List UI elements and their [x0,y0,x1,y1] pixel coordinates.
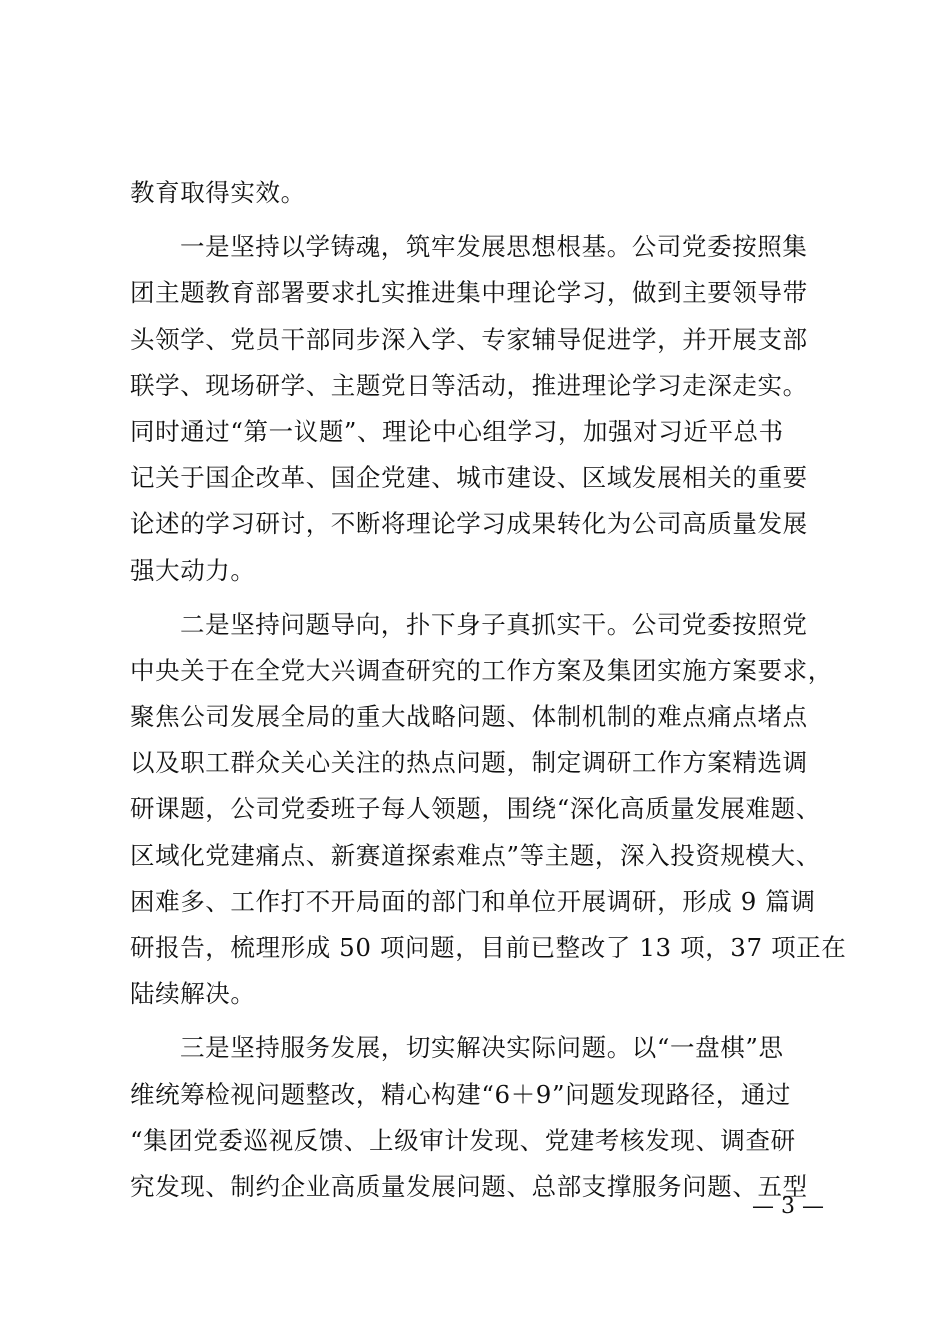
text-line: 中央关于在全党大兴调查研究的工作方案及集团实施方案要求， [130,655,833,685]
text-line: 究发现、制约企业高质量发展问题、总部支撑服务问题、五型 [130,1171,808,1201]
text-line: 头领学、党员干部同步深入学、专家辅导促进学，并开展支部 [130,324,808,354]
text-line: 聚焦公司发展全局的重大战略问题、体制机制的难点痛点堵点 [130,702,808,732]
paragraph [130,170,820,216]
text-line: 联学、现场研学、主题党日等活动，推进理论学习走深走实。 [130,370,808,400]
paragraph-gap [130,1017,820,1025]
text-line: 维统筹检视问题整改，精心构建“6＋9”问题发现路径，通过 [130,1079,792,1109]
body-text [130,170,847,1210]
text-line: 论述的学习研讨，不断将理论学习成果转化为公司高质量发展 [130,509,808,539]
paragraph [130,1025,820,1210]
text-line: 研报告，梳理形成 50 项问题，目前已整改了 13 项，37 项正在 [130,933,847,962]
text-line: 陆续解决。 [130,979,256,1009]
paragraph [130,224,820,594]
paragraph-gap [130,216,820,224]
text-line: 教育取得实效。 [130,178,306,207]
text-line: 区域化党建痛点、新赛道探索难点”等主题，深入投资规模大、 [130,840,821,870]
text-line: 困难多、工作打不开局面的部门和单位开展调研，形成 9 篇调 [130,886,816,916]
text-line: 研课题，公司党委班子每人领题，围绕“深化高质量发展难题、 [130,794,821,824]
text-line: 一是坚持以学铸魂，筑牢发展思想根基。公司党委按照集 [180,232,808,262]
paragraph-gap [130,594,820,602]
text-line: 记关于国企改革、国企党建、城市建设、区域发展相关的重要 [130,463,808,493]
text-line: 团主题教育部署要求扎实推进集中理论学习，做到主要领导带 [130,278,808,308]
text-line: 以及职工群众关心关注的热点问题，制定调研工作方案精选调 [130,748,808,778]
page-number: — 3 — [752,1194,824,1219]
paragraph [130,602,847,1018]
text-line: 强大动力。 [130,555,256,585]
text-line: 三是坚持服务发展，切实解决实际问题。以“一盘棋”思 [180,1033,784,1063]
text-line: 同时通过“第一议题”、理论中心组学习，加强对习近平总书 [130,416,784,446]
text-line: 二是坚持问题导向，扑下身子真抓实干。公司党委按照党 [180,609,808,639]
text-line: “集团党委巡视反馈、上级审计发现、党建考核发现、调查研 [130,1125,796,1155]
